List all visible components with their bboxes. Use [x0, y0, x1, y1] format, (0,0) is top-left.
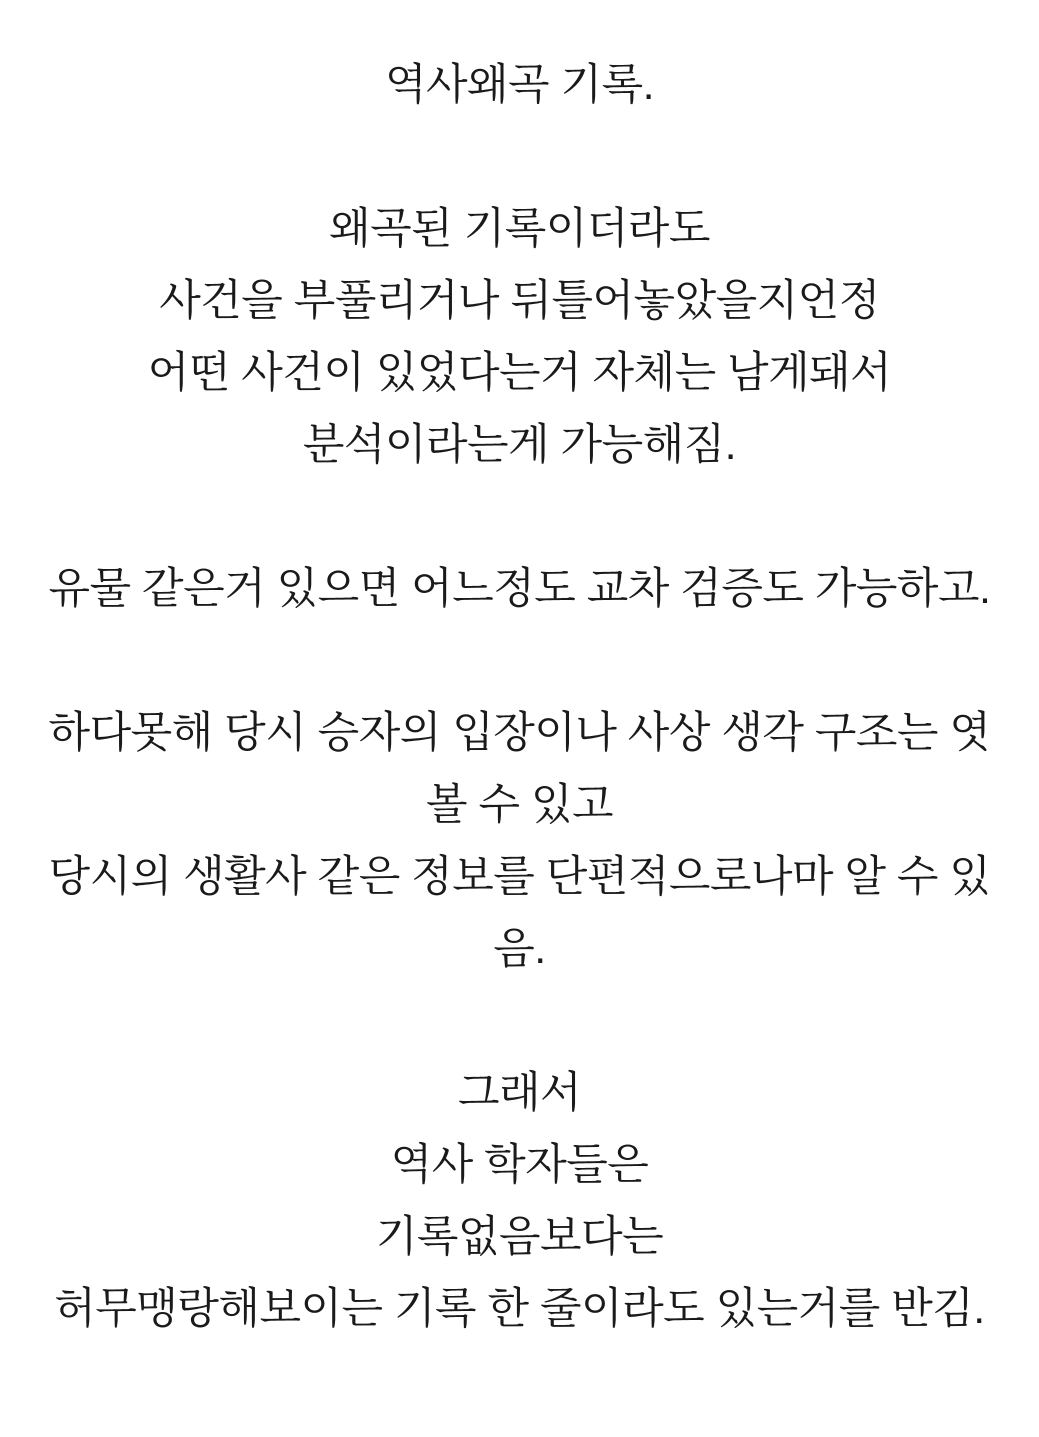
- document-title: 역사왜곡 기록.: [384, 61, 655, 109]
- text-line: 어떤 사건이 있었다는거 자체는 남게돼서: [147, 349, 892, 397]
- text-line: 음.: [493, 925, 546, 973]
- blank-line: [0, 121, 1039, 193]
- text-line: 허무맹랑해보이는 기록 한 줄이라도 있는거를 반김.: [54, 1285, 985, 1333]
- text-line: 당시의 생활사 같은 정보를 단편적으로나마 알 수 있: [48, 853, 991, 901]
- text-line: 기록없음보다는: [375, 1213, 664, 1261]
- text-line: 왜곡된 기록이더라도: [329, 205, 710, 253]
- text-line: 분석이라는게 가능해짐.: [302, 421, 737, 469]
- text-line: 하다못해 당시 승자의 입장이나 사상 생각 구조는 엿: [48, 709, 991, 757]
- blank-line: [0, 481, 1039, 553]
- text-line: 역사 학자들은: [390, 1141, 649, 1189]
- text-line: 유물 같은거 있으면 어느정도 교차 검증도 가능하고.: [48, 565, 991, 613]
- text-line: 볼 수 있고: [425, 781, 614, 829]
- text-line: 그래서: [457, 1069, 582, 1117]
- blank-line: [0, 985, 1039, 1057]
- text-line: 사건을 부풀리거나 뒤틀어놓았을지언정: [159, 277, 880, 325]
- blank-line: [0, 625, 1039, 697]
